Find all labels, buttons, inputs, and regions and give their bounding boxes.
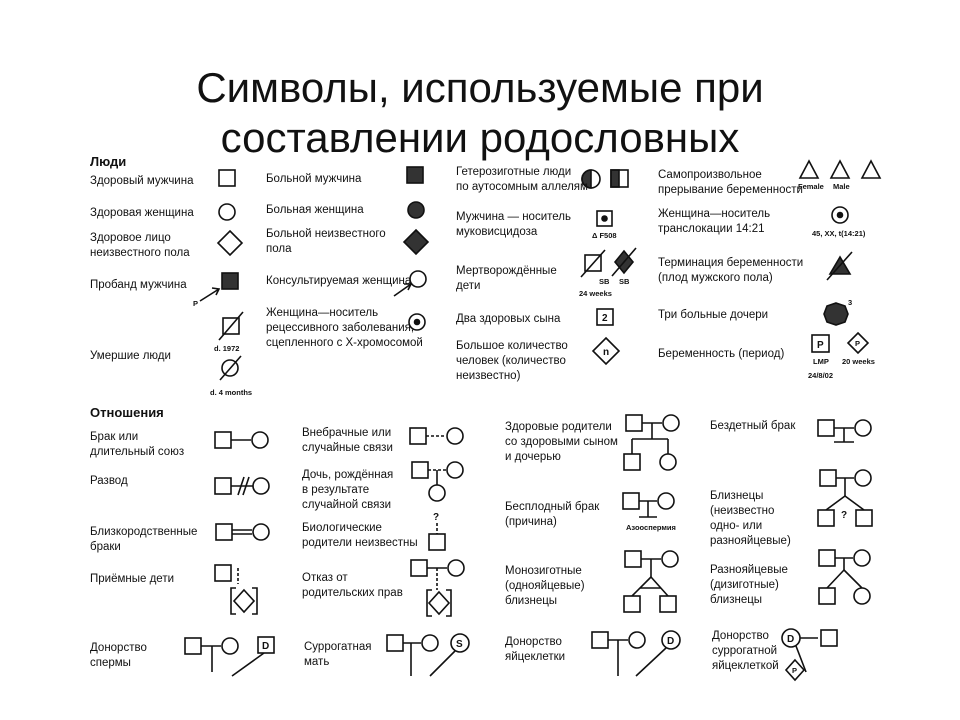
lmp-label: LMP <box>813 357 829 366</box>
label-x-carrier-3: сцепленного с Х-хромосомой <box>266 337 423 349</box>
label-affected-unknown-1: Больной неизвестного <box>266 228 386 240</box>
label-egg-2: яйцеклетки <box>505 651 566 663</box>
mono-twin-line-2 <box>651 577 668 596</box>
label-surrogate-1: Суррогатная <box>304 641 372 653</box>
eggsur-line <box>796 646 806 672</box>
label-consultand: Консультируемая женщина <box>266 275 412 287</box>
twins-mother-circle <box>855 470 871 486</box>
label-bio-1: Биологические <box>302 522 382 534</box>
twins-square-2 <box>856 510 872 526</box>
twins-question: ? <box>841 510 848 521</box>
label-healthy-parents-2: со здоровыми сыном <box>505 436 618 448</box>
label-sperm-2: спермы <box>90 657 131 669</box>
label-refusal-2: родительских прав <box>302 587 403 599</box>
label-daughter-3: случайной связи <box>302 499 392 511</box>
label-affected-female: Больная женщина <box>266 204 364 216</box>
proband-square <box>222 273 238 289</box>
healthy-female-circle <box>219 204 235 220</box>
label-twins-3: одно- или <box>710 520 763 532</box>
dizyg-circle <box>854 588 870 604</box>
label-daughter-2: в результате <box>302 484 370 496</box>
label-consang-2: браки <box>90 541 121 553</box>
label-infertile-1: Бесплодный брак <box>505 501 600 513</box>
label-dizyg-1: Разнояйцевые <box>710 564 788 576</box>
mono-twin-square-2 <box>660 596 676 612</box>
three-count-label: 3 <box>848 298 853 307</box>
label-marriage-1: Брак или <box>90 431 139 443</box>
translocation-dot <box>838 213 843 218</box>
twins-father-square <box>820 470 836 486</box>
label-eggsur-3: яйцеклеткой <box>712 660 779 672</box>
section-people-heading: Люди <box>90 154 127 169</box>
weeks20-label: 20 weeks <box>842 357 875 366</box>
label-sperm-1: Донорство <box>90 642 147 654</box>
deceased-year-label: d. 1972 <box>214 344 240 353</box>
refusal-square <box>411 560 427 576</box>
surrogate-mother-circle <box>422 635 438 651</box>
extramarital-circle <box>447 428 463 444</box>
eggsur-donor-d: D <box>787 634 795 645</box>
dizyg-line-2 <box>844 570 862 588</box>
label-healthy-parents-1: Здоровые родители <box>505 421 612 433</box>
label-twins-1: Близнецы <box>710 490 764 502</box>
two-sons-count: 2 <box>602 313 608 324</box>
label-divorce: Развод <box>90 475 128 487</box>
label-many-1: Большое количество <box>456 340 568 352</box>
marriage-circle <box>252 432 268 448</box>
cf-carrier-dot <box>602 216 607 221</box>
affected-female-circle <box>408 202 424 218</box>
unknown-sex-diamond <box>218 231 242 255</box>
mono-father-square <box>625 551 641 567</box>
weeks24-label: 24 weeks <box>579 289 612 298</box>
dizyg-square <box>819 588 835 604</box>
sperm-circle <box>222 638 238 654</box>
label-marriage-2: длительный союз <box>90 446 185 458</box>
label-deceased: Умершие люди <box>90 350 171 362</box>
consang-circle <box>253 524 269 540</box>
label-unknown-sex-2: неизвестного пола <box>90 247 190 259</box>
childless-square <box>818 420 834 436</box>
daughter-mother-circle <box>447 462 463 478</box>
egg-donor-d: D <box>667 636 675 647</box>
infertile-circle <box>658 493 674 509</box>
lmp-date-label: 24/8/02 <box>808 371 834 380</box>
egg-mother-circle <box>629 632 645 648</box>
label-surrogate-2: мать <box>304 656 330 668</box>
label-x-carrier-2: рецессивного заболевания, <box>266 322 415 334</box>
sperm-donor-line <box>232 653 264 676</box>
affected-unknown-diamond <box>404 230 428 254</box>
label-infertile-2: (причина) <box>505 516 557 528</box>
label-eggsur-1: Донорство <box>712 630 769 642</box>
sb-label-2: SB <box>619 277 630 286</box>
label-many-3: неизвестно) <box>456 370 521 382</box>
label-unknown-sex-1: Здоровое лицо <box>90 232 171 244</box>
hetero-square-fill <box>611 170 619 187</box>
label-bio-2: родители неизвестны <box>302 537 418 549</box>
consang-square <box>216 524 232 540</box>
twins-square-1 <box>818 510 834 526</box>
label-translocation-2: транслокации 14:21 <box>658 223 765 235</box>
f508-label: Δ F508 <box>592 231 617 240</box>
egg-father-square <box>592 632 608 648</box>
dizyg-line-1 <box>827 570 844 588</box>
dizyg-father-square <box>819 550 835 566</box>
divorce-square <box>215 478 231 494</box>
extramarital-square <box>410 428 426 444</box>
label-dizyg-3: близнецы <box>710 594 763 606</box>
deceased-months-label: d. 4 months <box>210 388 253 397</box>
slide-title-line-2: составлении родословных <box>220 114 740 161</box>
slide-title-line-1: Символы, используемые при <box>196 64 764 111</box>
adopted-diamond <box>234 590 254 612</box>
surrogate-diagonal <box>430 651 455 676</box>
miscarriage-triangle-1 <box>800 161 818 178</box>
miscarriage-triangle-3 <box>862 161 880 178</box>
son-square <box>624 454 640 470</box>
label-affected-unknown-2: пола <box>266 243 292 255</box>
label-childless: Бездетный брак <box>710 420 796 432</box>
label-stillborn-1: Мертворождённые <box>456 265 557 277</box>
eggsur-p: P <box>792 666 798 675</box>
label-many-2: человек (количество <box>456 355 566 367</box>
mono-twin-square-1 <box>624 596 640 612</box>
daughter-father-square <box>412 462 428 478</box>
label-extramarital-1: Внебрачные или <box>302 427 392 439</box>
label-twins-4: разнояйцевые) <box>710 535 791 547</box>
label-mono-3: близнецы <box>505 595 558 607</box>
termination-slash <box>827 252 852 280</box>
karyotype-label: 45, XX, t(14:21) <box>812 229 866 238</box>
mono-mother-circle <box>662 551 678 567</box>
label-healthy-parents-3: и дочерью <box>505 451 561 463</box>
adopted-square <box>215 565 231 581</box>
label-hetero-2: по аутосомным аллелям <box>456 181 588 193</box>
label-eggsur-2: суррогатной <box>712 645 778 657</box>
label-mono-1: Монозиготные <box>505 565 582 577</box>
healthy-male-square <box>219 170 235 186</box>
label-mono-2: (однояйцевые) <box>505 580 585 592</box>
section-relations-heading: Отношения <box>90 405 164 420</box>
eggsur-father-square <box>821 630 837 646</box>
label-proband: Пробанд мужчина <box>90 279 187 291</box>
surrogate-father-square <box>387 635 403 651</box>
female-label: Female <box>798 182 824 191</box>
label-healthy-male: Здоровый мужчина <box>90 175 194 187</box>
bio-child-square <box>429 534 445 550</box>
refusal-circle <box>448 560 464 576</box>
childless-circle <box>855 420 871 436</box>
label-cf-carrier-1: Мужчина — носитель <box>456 211 571 223</box>
label-consang-1: Близкородственные <box>90 526 198 538</box>
parents-mother-circle <box>663 415 679 431</box>
label-miscarriage-2: прерывание беременности <box>658 184 803 196</box>
label-daughter-1: Дочь, рождённая <box>302 469 394 481</box>
surrogate-s: S <box>456 639 463 650</box>
pregnancy-p-box: P <box>817 340 824 351</box>
label-affected-male: Больной мужчина <box>266 173 362 185</box>
label-extramarital-2: случайные связи <box>302 442 393 454</box>
pregnancy-p-diamond: P <box>855 339 861 348</box>
refusal-diamond <box>429 592 449 614</box>
label-two-sons: Два здоровых сына <box>456 313 561 325</box>
label-miscarriage-1: Самопроизвольное <box>658 169 762 181</box>
label-pregnancy: Беременность (период) <box>658 348 785 360</box>
label-three-daughters: Три больные дочери <box>658 309 769 321</box>
azoospermia-label: Азооспермия <box>626 523 676 532</box>
proband-p-label: P <box>193 299 199 308</box>
label-termination-2: (плод мужского пола) <box>658 272 773 284</box>
label-dizyg-2: (дизиготные) <box>710 579 779 591</box>
egg-donor-line <box>636 648 666 676</box>
dizyg-mother-circle <box>854 550 870 566</box>
bio-question: ? <box>433 512 440 523</box>
label-egg-1: Донорство <box>505 636 562 648</box>
label-twins-2: (неизвестно <box>710 505 775 517</box>
label-termination-1: Терминация беременности <box>658 257 804 269</box>
many-n: n <box>603 347 610 358</box>
affected-male-square <box>407 167 423 183</box>
three-daughters-octagon <box>824 303 848 325</box>
label-adopted: Приёмные дети <box>90 573 175 585</box>
sperm-square <box>185 638 201 654</box>
parents-father-square <box>626 415 642 431</box>
divorce-circle <box>253 478 269 494</box>
sperm-donor-d: D <box>262 641 270 652</box>
twins-line-2 <box>845 496 864 510</box>
twins-line-1 <box>826 496 845 510</box>
label-translocation-1: Женщина—носитель <box>658 208 771 220</box>
marriage-square <box>215 432 231 448</box>
label-hetero-1: Гетерозиготные люди <box>456 166 572 178</box>
mono-twin-line-1 <box>632 577 651 596</box>
x-carrier-dot <box>415 320 420 325</box>
male-label: Male <box>833 182 850 191</box>
consultand-circle <box>410 271 426 287</box>
sb-label-1: SB <box>599 277 610 286</box>
infertile-square <box>623 493 639 509</box>
label-stillborn-2: дети <box>456 280 481 292</box>
label-healthy-female: Здоровая женщина <box>90 207 194 219</box>
label-cf-carrier-2: муковисцидоза <box>456 226 538 238</box>
miscarriage-triangle-2 <box>831 161 849 178</box>
daughter-circle <box>429 485 445 501</box>
daughter-circle <box>660 454 676 470</box>
label-x-carrier-1: Женщина—носитель <box>266 307 379 319</box>
label-refusal-1: Отказ от <box>302 572 348 584</box>
